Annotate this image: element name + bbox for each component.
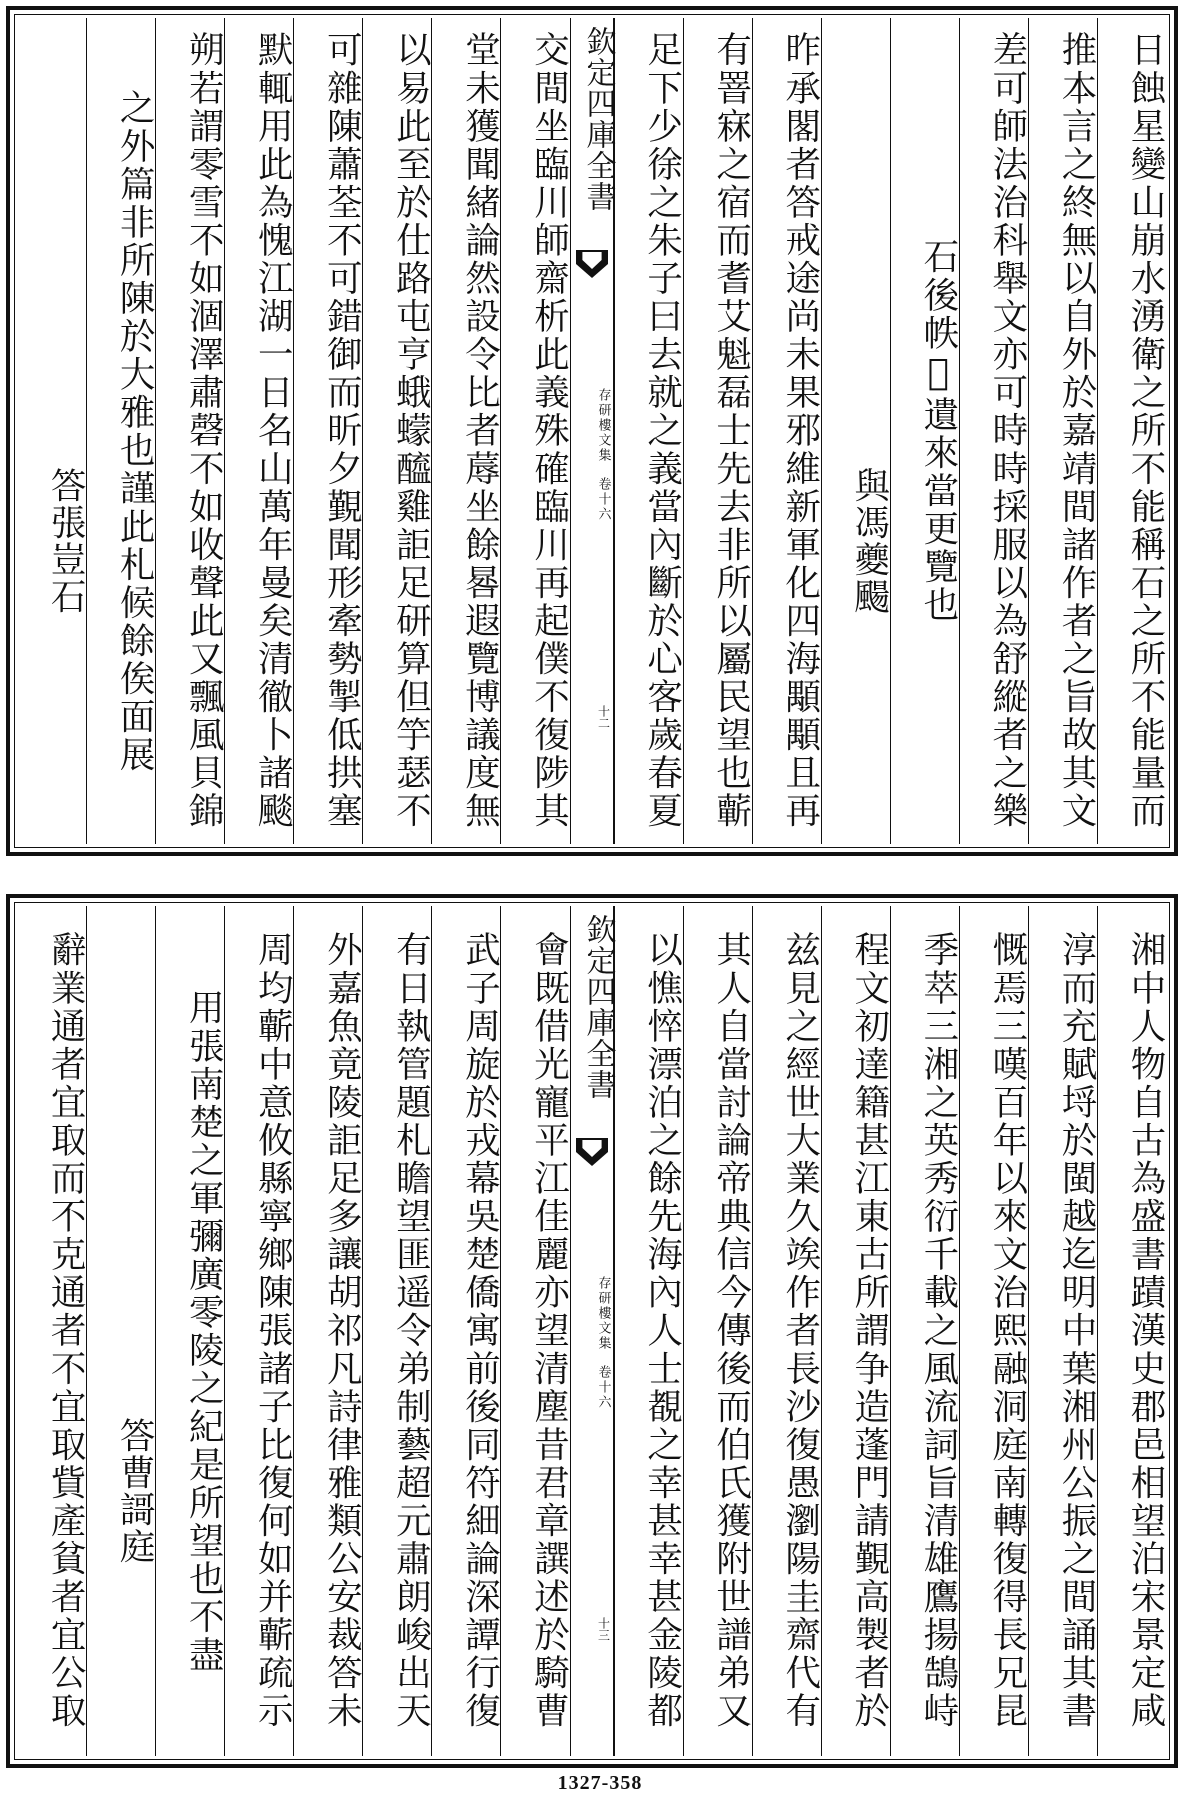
column-text: 外嘉魚竟陵詎足多讓胡祁凡詩律雅類公安裁答未 (321, 931, 363, 1731)
column-text: 季萃三湘之英秀衍千載之風流詞旨清雄鷹揚鵠峙 (917, 931, 959, 1731)
letter-title: 答曹謌庭 (114, 1417, 156, 1565)
letter-title: 答張豈石 (45, 467, 87, 615)
text-column (821, 906, 890, 1756)
column-text: 堂未獲聞緒論然設令比者蓐坐餘晷遐覽博議度無 (459, 31, 501, 831)
text-column (362, 906, 431, 1756)
bottom-page-columns (18, 906, 1166, 1756)
collection-name: 存研樓文集 (595, 1276, 611, 1351)
column-text: 周均蘄中意攸縣寧鄉陳張諸子比復何如并蘄疏示 (252, 931, 294, 1731)
column-text: 差可師法治科舉文亦可時時採服以為舒縱者之樂 (986, 31, 1028, 831)
text-column (1028, 906, 1097, 1756)
column-text: 程文初達籍甚江東古所謂争造蓬門請覲高製者於 (848, 931, 890, 1731)
text-column (155, 906, 224, 1756)
column-text: 默輒用此為愧江湖一日名山萬年曼矣清徹卜諸颷 (252, 31, 294, 831)
text-column (431, 906, 500, 1756)
column-text: 其人自當討論帝典信今傳後而伯氏獲附世譜弟又 (710, 931, 752, 1731)
leaf-number: 十三 (596, 1617, 611, 1641)
letter-title: 與馮夔颺 (848, 467, 890, 615)
book-title: 欽定四庫全書 (580, 26, 616, 212)
text-column (890, 18, 959, 844)
text-column (500, 18, 569, 844)
column-text: 武子周旋於戎幕吳楚僑寓前後同符細論深譚行復 (459, 931, 501, 1731)
volume-number: 卷十六 (595, 1365, 611, 1410)
margin-collection (571, 388, 613, 522)
fold-center-column (570, 906, 614, 1756)
column-text: 日蝕星變山崩水湧衛之所不能稱石之所不能量而 (1125, 31, 1166, 831)
text-column (293, 18, 362, 844)
text-column (614, 18, 683, 844)
text-column (890, 906, 959, 1756)
column-text: 兹見之經世大業久竢作者長沙復愚瀏陽圭齋代有 (779, 931, 821, 1731)
column-text: 會既借光寵平江佳麗亦望清塵昔君章譔述於騎曹 (528, 931, 570, 1731)
text-column (683, 18, 752, 844)
volume-number: 卷十六 (595, 477, 611, 522)
column-text: 足下少徐之朱子曰去就之義當內斷於心客歲春夏 (641, 31, 683, 831)
text-column (362, 18, 431, 844)
text-column (1028, 18, 1097, 844)
text-column (155, 18, 224, 844)
text-column (500, 906, 569, 1756)
column-text: 石後帙𢧐遺來當更覽也 (917, 238, 959, 624)
column-text: 交間坐臨川師齋析此義殊確臨川再起僕不復陟其 (528, 31, 570, 831)
text-column (752, 906, 821, 1756)
text-column (293, 906, 362, 1756)
column-text: 可雜陳蕭荃不可錯御而昕夕覲聞形牽勢掣低拱塞 (321, 31, 363, 831)
column-text: 用張南楚之軍彌廣零陵之紀是所望也不盡 (183, 988, 225, 1674)
column-text: 湘中人物自古為盛書蹟漢史郡邑相望泊宋景定咸 (1125, 931, 1166, 1731)
text-column (1097, 906, 1166, 1756)
letter-title-column (86, 906, 155, 1756)
column-text: 有罯㝝之宿而耆艾魁磊士先去非所以屬民望也蘄 (710, 31, 752, 831)
bottom-page-block (6, 894, 1178, 1768)
column-text: 慨焉三嘆百年以來文治熙融洞庭南轉復得長兄昆 (986, 931, 1028, 1731)
text-column (224, 906, 293, 1756)
column-text: 朔若謂零雪不如涸澤肅磬不如收聲此又飄風貝錦 (183, 31, 225, 831)
collection-name: 存研樓文集 (595, 388, 611, 463)
margin-collection (571, 1276, 613, 1410)
letter-title-column (821, 18, 890, 844)
letter-title-column (18, 18, 86, 844)
text-column (959, 906, 1028, 1756)
column-text: 以憔悴漂泊之餘先海內人士覩之幸甚幸甚金陵都 (641, 931, 683, 1731)
text-column (18, 906, 86, 1756)
column-text: 辭業通者宜取而不克通者不宜取貲產貧者宜公取 (45, 931, 87, 1731)
book-title: 欽定四庫全書 (580, 914, 616, 1100)
text-column (431, 18, 500, 844)
text-column (224, 18, 293, 844)
column-text: 淳而充賦埒於閩越迄明中葉湘州公振之間誦其書 (1055, 931, 1097, 1731)
column-text: 之外篇非所陳於大雅也謹此札候餘俟面展 (114, 88, 156, 774)
text-column (959, 18, 1028, 844)
column-text: 推本言之終無以自外於嘉靖間諸作者之旨故其文 (1055, 31, 1097, 831)
fish-tail-mark-icon (576, 250, 608, 290)
column-text: 有日執管題札瞻望匪遥令弟制藝超元肅朗峻出天 (390, 931, 432, 1731)
top-page-columns (18, 18, 1166, 844)
page-number-caption: 1327-358 (557, 1772, 643, 1794)
text-column (614, 906, 683, 1756)
column-text: 以易此至於仕路屯亨蛾蠓醯雞詎足研算但竽瑟不 (390, 31, 432, 831)
text-column (752, 18, 821, 844)
text-column (1097, 18, 1166, 844)
text-column (86, 18, 155, 844)
column-text: 昨承閣者答戒途尚未果邪維新軍化四海顒顒且再 (779, 31, 821, 831)
leaf-number: 十二 (596, 705, 611, 729)
fish-tail-mark-icon (576, 1138, 608, 1178)
text-column (683, 906, 752, 1756)
top-page-block (6, 6, 1178, 856)
fold-center-column (570, 18, 614, 844)
